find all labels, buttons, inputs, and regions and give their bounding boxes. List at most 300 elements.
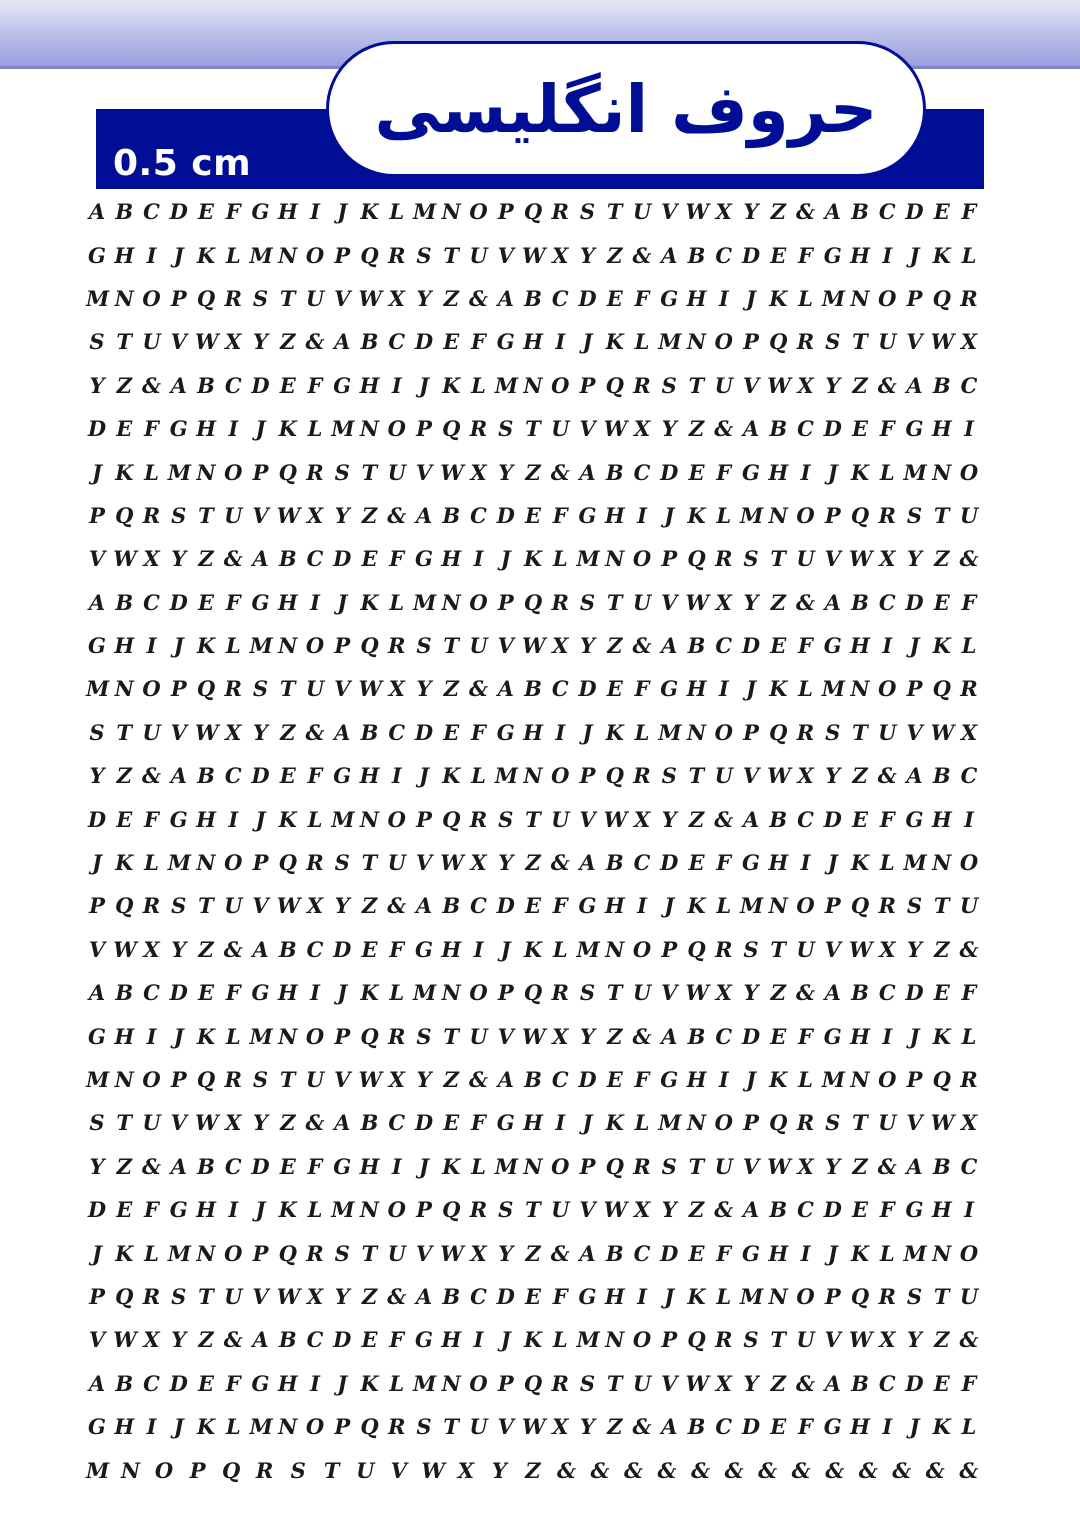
letter-glyph: O bbox=[305, 242, 325, 268]
letter-glyph: I bbox=[146, 633, 157, 659]
letter-glyph: F bbox=[144, 1197, 159, 1223]
letter-glyph: F bbox=[961, 589, 977, 615]
letter-glyph: Q bbox=[115, 1283, 134, 1309]
letter-glyph: A bbox=[742, 806, 760, 832]
letter-glyph: J bbox=[255, 806, 266, 832]
letter-glyph: M bbox=[494, 372, 518, 398]
letter-glyph: Z bbox=[852, 372, 868, 398]
letter-glyph: F bbox=[634, 676, 650, 702]
letter-glyph: N bbox=[120, 1457, 141, 1483]
letter-glyph: B bbox=[442, 1283, 461, 1309]
letter-glyph: G bbox=[578, 502, 597, 528]
letter-glyph: G bbox=[251, 589, 270, 615]
letter-glyph: V bbox=[742, 1153, 760, 1179]
letter-glyph: B bbox=[687, 1414, 706, 1440]
letter-glyph: G bbox=[742, 850, 760, 876]
letter-glyph: G bbox=[251, 980, 270, 1006]
letter-glyph: & bbox=[796, 980, 815, 1006]
letter-glyph: E bbox=[116, 416, 133, 442]
letter-glyph: B bbox=[442, 893, 461, 919]
letter-glyph: H bbox=[931, 806, 952, 832]
letter-glyph: N bbox=[196, 459, 216, 485]
letter-glyph: C bbox=[388, 1110, 406, 1136]
letter-glyph: T bbox=[852, 1110, 868, 1136]
letter-glyph: P bbox=[189, 1457, 206, 1483]
letter-glyph: N bbox=[441, 199, 461, 225]
letter-glyph: G bbox=[578, 893, 597, 919]
letter-glyph: Q bbox=[278, 1240, 297, 1266]
letter-glyph: R bbox=[255, 1457, 274, 1483]
letter-glyph: D bbox=[169, 199, 188, 225]
letter-glyph: X bbox=[470, 1240, 487, 1266]
letter-glyph: R bbox=[960, 1067, 978, 1092]
letter-glyph: S bbox=[743, 936, 759, 962]
letter-glyph: U bbox=[632, 199, 652, 225]
letter-glyph: A bbox=[824, 1370, 841, 1396]
letter-glyph: G bbox=[496, 1110, 515, 1136]
letter-glyph: Y bbox=[171, 936, 187, 962]
letter-glyph: O bbox=[224, 850, 243, 876]
letter-glyph: Q bbox=[442, 416, 461, 442]
letter-glyph: Y bbox=[253, 1110, 268, 1136]
letter-glyph: P bbox=[661, 546, 678, 572]
letter-glyph: Z bbox=[688, 806, 705, 832]
letter-glyph: D bbox=[660, 850, 679, 876]
letter-glyph: & bbox=[387, 1283, 407, 1309]
letter-glyph: A bbox=[334, 719, 351, 745]
letter-glyph: T bbox=[361, 459, 378, 485]
letter-glyph: G bbox=[742, 459, 760, 485]
letter-glyph: H bbox=[931, 416, 952, 442]
letter-glyph: W bbox=[358, 1067, 383, 1092]
letter-glyph: T bbox=[852, 329, 868, 355]
letter-glyph: I bbox=[964, 806, 974, 832]
letter-glyph: Y bbox=[416, 285, 432, 311]
letter-glyph: X bbox=[552, 1023, 569, 1049]
letter-glyph: M bbox=[167, 1240, 191, 1266]
letter-row bbox=[78, 364, 988, 407]
letter-glyph: Z bbox=[852, 763, 868, 789]
letter-glyph: I bbox=[882, 1023, 893, 1049]
letter-glyph: & bbox=[925, 1457, 945, 1483]
letter-glyph: Q bbox=[850, 893, 870, 919]
letter-glyph: U bbox=[305, 285, 325, 311]
letter-glyph: C bbox=[143, 980, 160, 1006]
letter-glyph: L bbox=[552, 1327, 568, 1353]
letter-glyph: M bbox=[167, 459, 191, 485]
letter-glyph: O bbox=[959, 850, 979, 876]
letter-glyph: Y bbox=[253, 329, 268, 355]
letter-glyph: T bbox=[525, 416, 541, 442]
letter-glyph: D bbox=[741, 633, 761, 659]
letter-glyph: U bbox=[796, 936, 815, 962]
letter-glyph: S bbox=[252, 676, 269, 702]
letter-glyph: O bbox=[714, 719, 733, 745]
letter-glyph: H bbox=[604, 1283, 625, 1309]
letter-glyph: P bbox=[497, 199, 514, 225]
letter-glyph: U bbox=[878, 1110, 897, 1136]
letter-glyph: R bbox=[960, 285, 978, 311]
letter-glyph: F bbox=[879, 1197, 895, 1223]
letter-glyph: O bbox=[142, 676, 161, 702]
letter-glyph: N bbox=[932, 459, 952, 485]
letter-glyph: I bbox=[310, 1370, 320, 1396]
letter-glyph: M bbox=[903, 459, 927, 485]
letter-glyph: J bbox=[255, 416, 266, 442]
letter-glyph: I bbox=[882, 1414, 893, 1440]
letter-glyph: L bbox=[144, 850, 159, 876]
letter-glyph: & bbox=[714, 806, 734, 832]
letter-glyph: D bbox=[823, 806, 842, 832]
letter-glyph: W bbox=[849, 1327, 873, 1353]
letter-row bbox=[78, 1362, 988, 1405]
letter-glyph: I bbox=[146, 1414, 157, 1440]
letter-glyph: E bbox=[361, 936, 378, 962]
letter-glyph: & bbox=[550, 459, 570, 485]
letter-glyph: Y bbox=[498, 1240, 514, 1266]
letter-glyph: C bbox=[878, 980, 896, 1006]
letter-glyph: J bbox=[419, 1153, 429, 1179]
letter-glyph: U bbox=[356, 1457, 375, 1483]
letter-glyph: C bbox=[388, 719, 406, 745]
letter-glyph: H bbox=[277, 199, 298, 225]
letter-glyph: S bbox=[416, 242, 432, 268]
letter-glyph: G bbox=[88, 1023, 106, 1049]
letter-glyph: M bbox=[249, 242, 273, 268]
letter-glyph: R bbox=[142, 502, 161, 528]
letter-practice-grid bbox=[78, 190, 988, 1492]
letter-glyph: X bbox=[388, 1067, 405, 1092]
letter-glyph: T bbox=[933, 1283, 950, 1309]
letter-glyph: J bbox=[582, 1110, 593, 1136]
letter-glyph: I bbox=[473, 546, 484, 572]
letter-glyph: M bbox=[86, 1457, 110, 1483]
letter-glyph: K bbox=[115, 850, 134, 876]
letter-glyph: W bbox=[276, 893, 301, 919]
letter-glyph: H bbox=[931, 1197, 952, 1223]
letter-glyph: & bbox=[387, 502, 407, 528]
letter-glyph: V bbox=[497, 242, 514, 268]
letter-glyph: N bbox=[359, 1197, 380, 1223]
letter-glyph: J bbox=[500, 546, 511, 572]
letter-glyph: & bbox=[691, 1457, 711, 1483]
letter-glyph: K bbox=[769, 676, 788, 702]
letter-glyph: K bbox=[115, 1240, 134, 1266]
letter-glyph: T bbox=[116, 1110, 133, 1136]
letter-glyph: G bbox=[823, 1414, 842, 1440]
letter-glyph: E bbox=[279, 1153, 296, 1179]
letter-glyph: L bbox=[634, 1110, 650, 1136]
letter-glyph: C bbox=[633, 850, 651, 876]
letter-glyph: X bbox=[960, 719, 978, 745]
letter-glyph: H bbox=[850, 242, 870, 268]
letter-glyph: V bbox=[170, 1110, 187, 1136]
letter-glyph: D bbox=[496, 502, 515, 528]
letter-glyph: X bbox=[388, 676, 405, 702]
letter-row bbox=[78, 667, 988, 710]
letter-glyph: P bbox=[579, 372, 596, 398]
letter-glyph: L bbox=[634, 719, 650, 745]
letter-glyph: N bbox=[686, 329, 707, 355]
letter-glyph: D bbox=[414, 329, 434, 355]
letter-glyph: O bbox=[469, 1370, 488, 1396]
letter-glyph: X bbox=[633, 1197, 651, 1223]
letter-glyph: U bbox=[387, 850, 406, 876]
letter-glyph: K bbox=[196, 633, 216, 659]
letter-glyph: I bbox=[391, 763, 402, 789]
letter-glyph: F bbox=[961, 980, 977, 1006]
letter-glyph: W bbox=[522, 633, 546, 659]
letter-glyph: F bbox=[389, 546, 405, 572]
letter-row bbox=[78, 277, 988, 320]
letter-glyph: T bbox=[688, 763, 705, 789]
letter-glyph: M bbox=[86, 285, 110, 311]
letter-glyph: W bbox=[849, 936, 873, 962]
letter-glyph: X bbox=[797, 1153, 814, 1179]
letter-glyph: & bbox=[305, 1110, 325, 1136]
letter-glyph: S bbox=[498, 1197, 514, 1223]
letter-glyph: C bbox=[143, 199, 160, 225]
letter-glyph: P bbox=[252, 1240, 269, 1266]
letter-glyph: & bbox=[657, 1457, 677, 1483]
letter-glyph: C bbox=[715, 1414, 733, 1440]
letter-glyph: I bbox=[473, 936, 484, 962]
letter-glyph: T bbox=[443, 242, 460, 268]
letter-glyph: Z bbox=[280, 329, 296, 355]
letter-glyph: T bbox=[198, 893, 214, 919]
letter-glyph: U bbox=[632, 980, 652, 1006]
letter-row bbox=[78, 1405, 988, 1448]
letter-glyph: A bbox=[170, 1153, 187, 1179]
letter-glyph: C bbox=[143, 589, 160, 615]
letter-glyph: Z bbox=[770, 1370, 786, 1396]
letter-glyph: G bbox=[169, 1197, 188, 1223]
letter-glyph: E bbox=[688, 459, 705, 485]
letter-glyph: Q bbox=[523, 199, 543, 225]
letter-glyph: G bbox=[88, 633, 106, 659]
letter-glyph: Y bbox=[661, 416, 677, 442]
letter-glyph: Z bbox=[607, 1414, 623, 1440]
letter-glyph: J bbox=[909, 633, 920, 659]
letter-glyph: S bbox=[579, 980, 596, 1006]
letter-glyph: N bbox=[278, 1023, 298, 1049]
letter-glyph: X bbox=[715, 1370, 732, 1396]
letter-glyph: F bbox=[634, 285, 650, 311]
letter-glyph: O bbox=[142, 1067, 161, 1092]
letter-glyph: H bbox=[359, 763, 380, 789]
letter-glyph: Z bbox=[607, 242, 623, 268]
letter-glyph: O bbox=[154, 1457, 174, 1483]
letter-glyph: P bbox=[334, 242, 351, 268]
letter-glyph: V bbox=[906, 719, 923, 745]
letter-glyph: T bbox=[606, 199, 623, 225]
letter-glyph: Z bbox=[934, 1327, 950, 1353]
letter-glyph: G bbox=[415, 1327, 433, 1353]
letter-glyph: I bbox=[555, 1110, 566, 1136]
letter-glyph: P bbox=[497, 589, 514, 615]
letter-glyph: & bbox=[758, 1457, 778, 1483]
letter-glyph: B bbox=[851, 1370, 869, 1396]
letter-glyph: V bbox=[170, 329, 187, 355]
letter-glyph: F bbox=[389, 1327, 405, 1353]
letter-glyph: G bbox=[88, 1414, 106, 1440]
letter-glyph: U bbox=[469, 633, 488, 659]
letter-glyph: D bbox=[496, 893, 515, 919]
letter-glyph: S bbox=[334, 1240, 350, 1266]
letter-glyph: Y bbox=[825, 763, 841, 789]
letter-glyph: T bbox=[361, 1240, 378, 1266]
letter-glyph: X bbox=[960, 1110, 978, 1136]
letter-glyph: M bbox=[658, 1110, 682, 1136]
letter-glyph: P bbox=[89, 1283, 105, 1309]
letter-glyph: W bbox=[930, 719, 955, 745]
letter-glyph: R bbox=[142, 893, 161, 919]
letter-glyph: E bbox=[524, 1283, 541, 1309]
letter-glyph: E bbox=[197, 199, 214, 225]
letter-glyph: J bbox=[746, 676, 756, 702]
letter-glyph: M bbox=[86, 676, 110, 702]
letter-glyph: B bbox=[769, 416, 788, 442]
letter-glyph: B bbox=[115, 1370, 134, 1396]
letter-glyph: & bbox=[959, 546, 979, 572]
letter-glyph: V bbox=[415, 850, 433, 876]
letter-glyph: N bbox=[441, 1370, 461, 1396]
letter-glyph: X bbox=[715, 980, 732, 1006]
letter-glyph: O bbox=[305, 1023, 325, 1049]
letter-glyph: C bbox=[797, 1197, 814, 1223]
letter-glyph: Y bbox=[498, 850, 514, 876]
letter-glyph: G bbox=[660, 676, 679, 702]
letter-glyph: R bbox=[796, 329, 815, 355]
letter-glyph: Q bbox=[442, 806, 461, 832]
letter-row bbox=[78, 1101, 988, 1144]
letter-glyph: O bbox=[878, 1067, 897, 1092]
letter-glyph: M bbox=[167, 850, 191, 876]
letter-glyph: E bbox=[116, 1197, 133, 1223]
letter-glyph: C bbox=[715, 1023, 733, 1049]
letter-glyph: E bbox=[770, 633, 787, 659]
letter-glyph: D bbox=[251, 763, 270, 789]
letter-glyph: E bbox=[688, 850, 705, 876]
letter-glyph: I bbox=[964, 416, 974, 442]
letter-glyph: F bbox=[307, 763, 323, 789]
letter-glyph: I bbox=[391, 372, 402, 398]
letter-glyph: H bbox=[850, 1023, 870, 1049]
letter-glyph: R bbox=[224, 676, 242, 702]
letter-glyph: S bbox=[290, 1457, 306, 1483]
letter-glyph: T bbox=[279, 676, 296, 702]
letter-glyph: E bbox=[443, 1110, 460, 1136]
letter-row bbox=[78, 1058, 988, 1101]
letter-glyph: G bbox=[660, 285, 679, 311]
letter-glyph: & bbox=[387, 893, 407, 919]
letter-glyph: O bbox=[714, 329, 733, 355]
letter-glyph: D bbox=[87, 806, 107, 832]
letter-glyph: T bbox=[606, 980, 623, 1006]
letter-glyph: T bbox=[688, 1153, 705, 1179]
letter-glyph: F bbox=[716, 850, 732, 876]
letter-glyph: G bbox=[496, 719, 515, 745]
letter-glyph: V bbox=[170, 719, 187, 745]
letter-glyph: Y bbox=[171, 546, 187, 572]
letter-glyph: C bbox=[306, 546, 324, 572]
letter-glyph: W bbox=[685, 1370, 710, 1396]
letter-glyph: Q bbox=[115, 502, 134, 528]
letter-glyph: Y bbox=[743, 980, 759, 1006]
letter-glyph: G bbox=[905, 806, 924, 832]
letter-glyph: K bbox=[360, 589, 379, 615]
letter-glyph: A bbox=[170, 372, 187, 398]
letter-glyph: Z bbox=[361, 893, 378, 919]
page-title: حروف انگلیسی bbox=[374, 70, 878, 148]
letter-glyph: L bbox=[716, 893, 732, 919]
letter-glyph: K bbox=[196, 242, 216, 268]
letter-glyph: J bbox=[909, 1023, 920, 1049]
letter-glyph: V bbox=[824, 936, 841, 962]
letter-glyph: G bbox=[333, 763, 352, 789]
letter-glyph: D bbox=[741, 1023, 761, 1049]
letter-glyph: I bbox=[800, 459, 811, 485]
letter-glyph: K bbox=[932, 1023, 951, 1049]
letter-glyph: S bbox=[89, 1110, 105, 1136]
letter-glyph: N bbox=[768, 893, 788, 919]
letter-glyph: F bbox=[798, 1023, 813, 1049]
letter-glyph: K bbox=[278, 1197, 297, 1223]
letter-glyph: W bbox=[603, 416, 628, 442]
letter-glyph: U bbox=[551, 806, 570, 832]
letter-glyph: U bbox=[796, 546, 815, 572]
letter-glyph: J bbox=[582, 719, 593, 745]
letter-glyph: V bbox=[334, 1067, 351, 1092]
letter-glyph: T bbox=[852, 719, 868, 745]
letter-glyph: C bbox=[551, 285, 569, 311]
letter-glyph: T bbox=[606, 1370, 623, 1396]
letter-glyph: S bbox=[906, 1283, 923, 1309]
letter-glyph: E bbox=[606, 285, 623, 311]
letter-glyph: & bbox=[796, 199, 815, 225]
letter-glyph: W bbox=[767, 1153, 791, 1179]
letter-glyph: L bbox=[798, 285, 813, 311]
letter-glyph: T bbox=[770, 546, 787, 572]
letter-glyph: G bbox=[415, 936, 433, 962]
letter-glyph: A bbox=[661, 1414, 678, 1440]
letter-glyph: & bbox=[892, 1457, 912, 1483]
letter-glyph: T bbox=[770, 936, 787, 962]
letter-glyph: K bbox=[360, 199, 379, 225]
letter-glyph: W bbox=[685, 199, 710, 225]
letter-glyph: M bbox=[413, 199, 437, 225]
letter-glyph: H bbox=[196, 416, 216, 442]
letter-glyph: W bbox=[522, 1414, 546, 1440]
letter-glyph: L bbox=[961, 1414, 977, 1440]
letter-glyph: Q bbox=[605, 763, 624, 789]
letter-glyph: & bbox=[305, 329, 325, 355]
letter-glyph: W bbox=[440, 850, 464, 876]
letter-row bbox=[78, 494, 988, 537]
letter-glyph: Q bbox=[115, 893, 134, 919]
letter-glyph: P bbox=[416, 416, 432, 442]
letter-glyph: P bbox=[661, 936, 678, 962]
letter-glyph: E bbox=[770, 242, 787, 268]
letter-glyph: P bbox=[334, 1414, 351, 1440]
letter-glyph: N bbox=[605, 546, 625, 572]
letter-glyph: N bbox=[196, 850, 216, 876]
letter-glyph: S bbox=[416, 1414, 432, 1440]
letter-glyph: H bbox=[114, 633, 135, 659]
letter-glyph: Q bbox=[769, 1110, 788, 1136]
letter-glyph: L bbox=[552, 936, 568, 962]
letter-glyph: X bbox=[552, 1414, 569, 1440]
